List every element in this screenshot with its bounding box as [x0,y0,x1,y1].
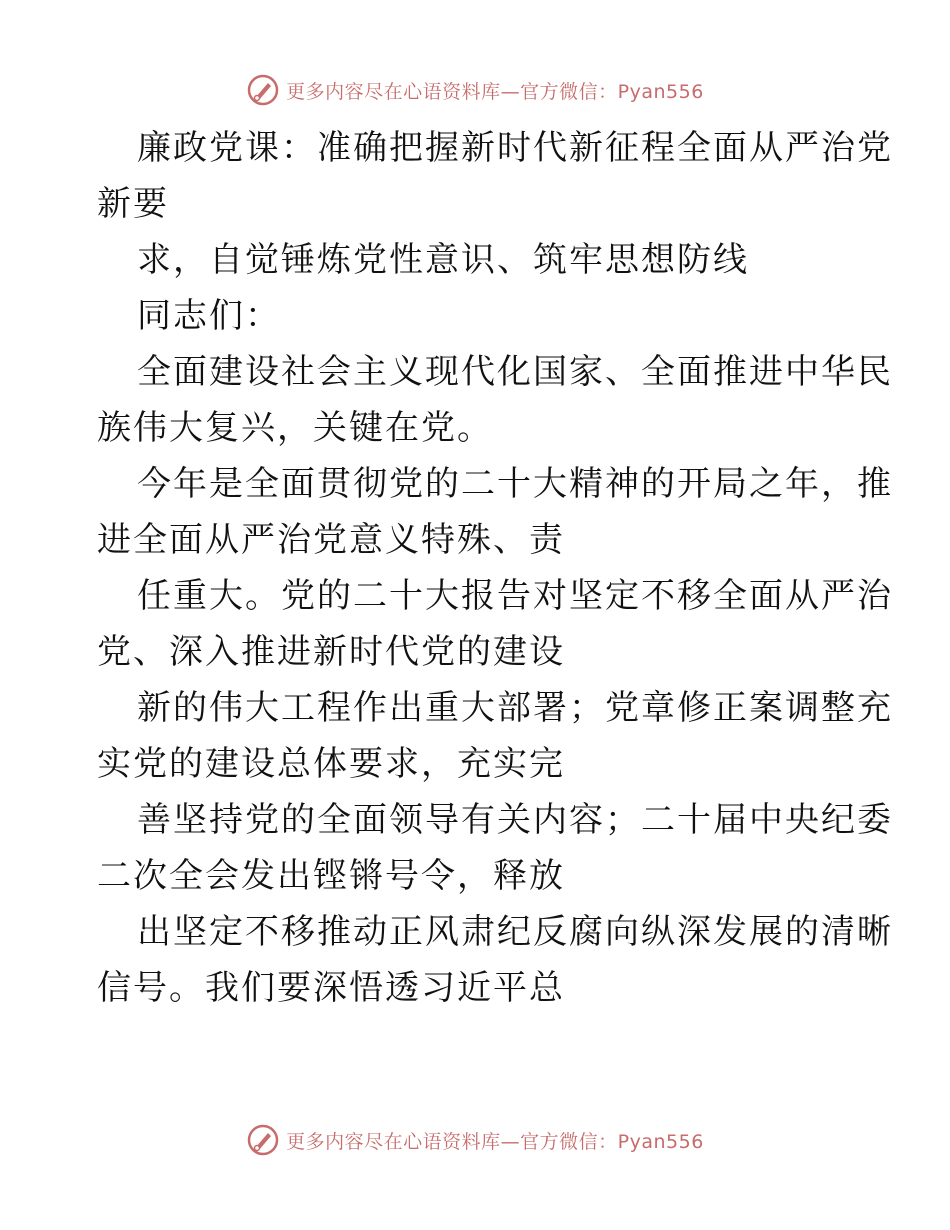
document-body [97,120,893,1016]
pen-logo-icon [246,73,280,107]
text-line: 进全面从严治党意义特殊、责 [97,520,565,560]
text-line: 二次全会发出铿锵号令，释放 [97,856,565,896]
text-line: 全面建设社会主义现代化国家、全面推进中华民 [137,352,893,392]
text-line: 善坚持党的全面领导有关内容；二十届中央纪委 [137,800,893,840]
text-line: 信号。我们要深悟透习近平总 [97,968,565,1008]
footer-banner [0,1120,950,1160]
header-banner [0,70,950,110]
text-line: 同志们： [137,296,281,336]
text-line: 廉政党课：准确把握新时代新征程全面从严治党 [137,128,893,168]
text-line: 新的伟大工程作出重大部署；党章修正案调整充 [137,688,893,728]
header-banner-text: 更多内容尽在心语资料库—官方微信：Pyan556 [286,80,704,103]
pen-logo-icon [246,1123,280,1157]
text-line: 求，自觉锤炼党性意识、筑牢思想防线 [137,240,749,280]
text-line: 新要 [97,184,169,224]
text-line: 今年是全面贯彻党的二十大精神的开局之年，推 [137,464,893,504]
text-line: 实党的建设总体要求，充实完 [97,744,565,784]
text-line: 党、深入推进新时代党的建设 [97,632,565,672]
text-line: 族伟大复兴，关键在党。 [97,408,493,448]
text-line: 任重大。党的二十大报告对坚定不移全面从严治 [137,576,893,616]
text-line: 出坚定不移推动正风肃纪反腐向纵深发展的清晰 [137,912,893,952]
footer-banner-text: 更多内容尽在心语资料库—官方微信：Pyan556 [286,1130,704,1153]
